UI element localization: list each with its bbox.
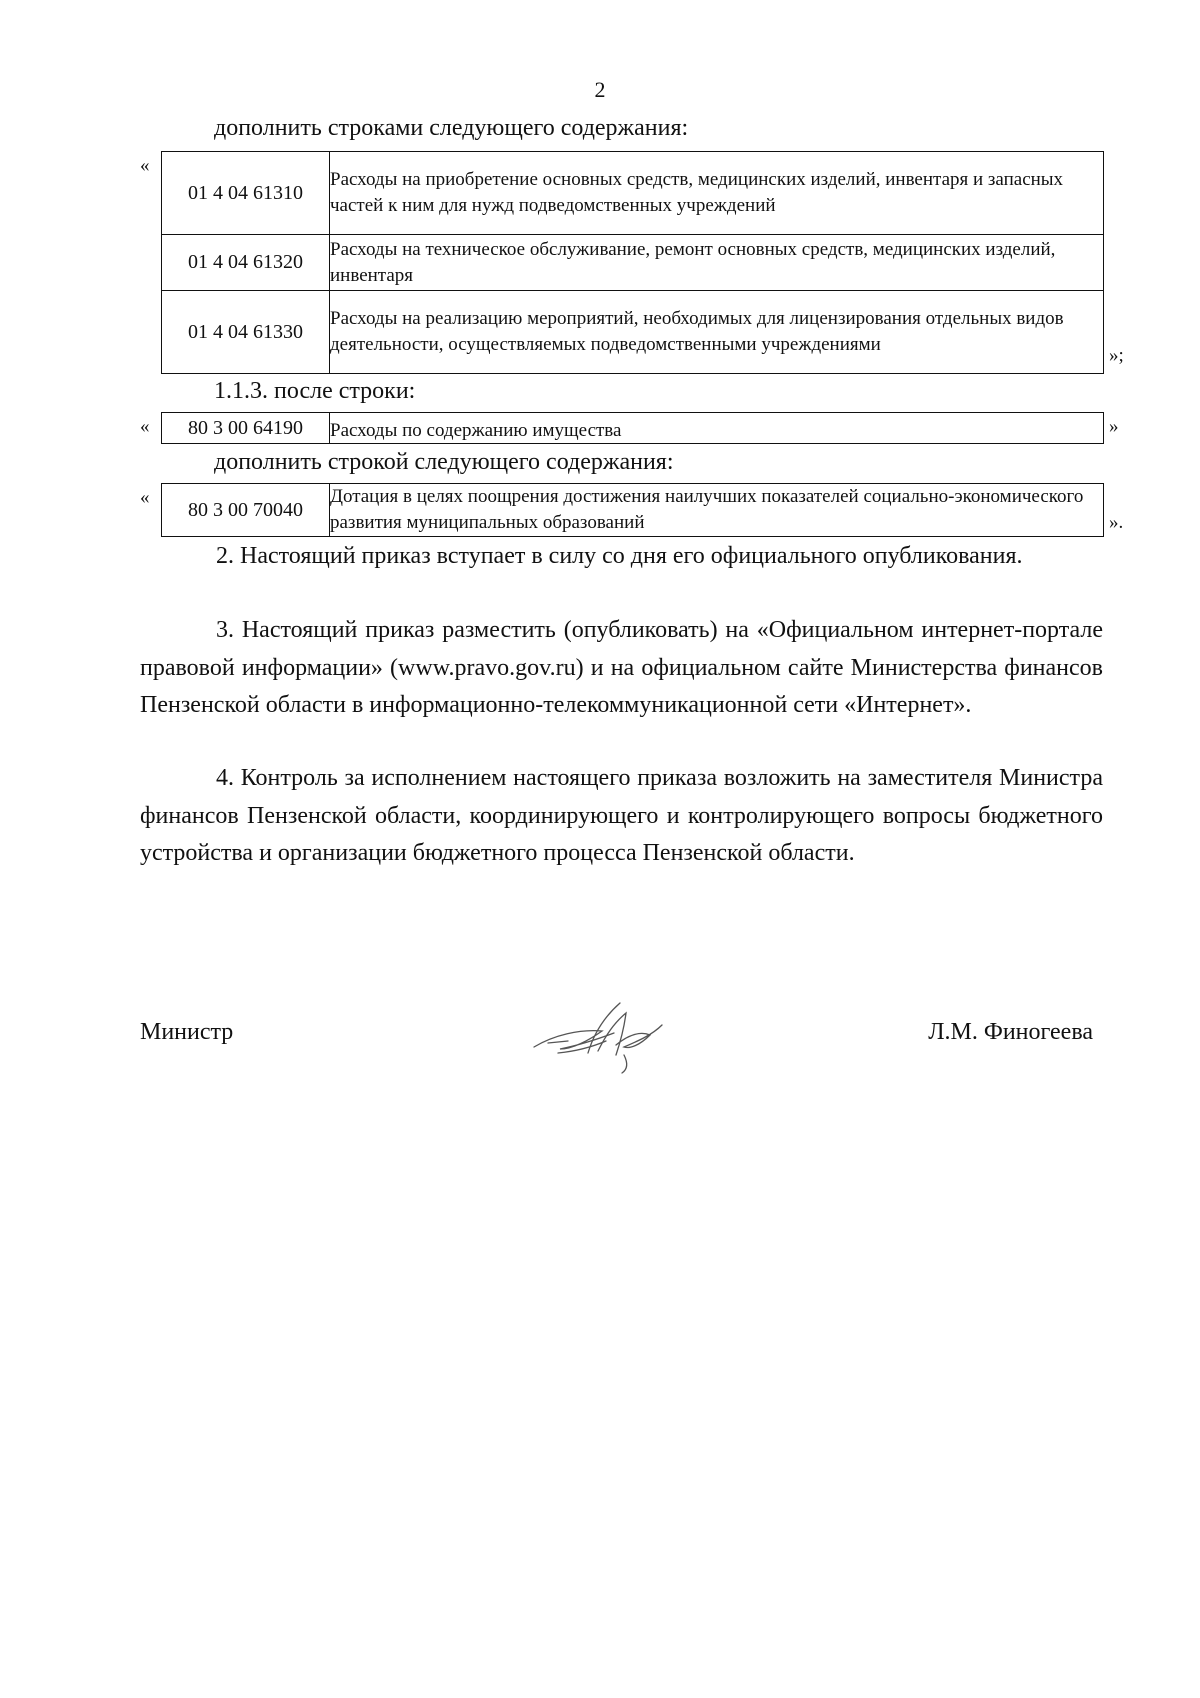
intro-add-rows: дополнить строками следующего содержания:: [214, 115, 689, 141]
table-row: [162, 413, 1104, 444]
handwritten-signature: [528, 995, 678, 1075]
clause-1-1-3: 1.1.3. после строки:: [214, 378, 416, 404]
signer-name: Л.М. Финогеева: [928, 1019, 1093, 1045]
codes-table-3: [161, 483, 1104, 537]
codes-table-1: [161, 151, 1104, 374]
table-row: [162, 484, 1104, 537]
table-row: [162, 291, 1104, 374]
table-row: [162, 235, 1104, 291]
expense-description-cell: Расходы на техническое обслуживание, ремонт основных средств, медицинских изделий, инвентаря: [330, 235, 1104, 291]
budget-code-cell: 80 3 00 70040: [162, 484, 330, 537]
paragraph-2-entry-into-force: 2. Настоящий приказ вступает в силу со дня его официального опубликования.: [216, 543, 1023, 569]
page-number: 2: [594, 77, 606, 102]
budget-code-cell: 01 4 04 61330: [162, 291, 330, 374]
table2-open-quote: «: [140, 416, 150, 437]
budget-code-cell: 80 3 00 64190: [162, 413, 330, 444]
paragraph-4-control: 4. Контроль за исполнением настоящего приказа возложить на заместителя Министра финансов Пензенской области, координирующего и контролирующего вопросы бюджетного устройства и организации бюджетного процесса Пензенской области.: [140, 765, 1103, 866]
table1-close-quote: »;: [1109, 345, 1124, 366]
table2-close-quote: »: [1109, 416, 1119, 437]
table3-open-quote: «: [140, 487, 150, 508]
budget-code-cell: 01 4 04 61320: [162, 235, 330, 291]
budget-code-cell: 01 4 04 61310: [162, 152, 330, 235]
expense-description-cell: Расходы на приобретение основных средств, медицинских изделий, инвентаря и запасных частей к ним для нужд подведомственных учреждений: [330, 152, 1104, 235]
expense-description-cell: Расходы по содержанию имущества: [330, 413, 1104, 444]
signer-position: Министр: [140, 1019, 234, 1045]
intro-add-row: дополнить строкой следующего содержания:: [214, 449, 674, 475]
codes-table-2: [161, 412, 1104, 444]
table-row: [162, 152, 1104, 235]
table3-close-quote: ».: [1109, 512, 1124, 533]
paragraph-3-publication: 3. Настоящий приказ разместить (опубликовать) на «Официальном интернет-портале правовой информации» (www.pravo.gov.ru) и на официальном сайте Министерства финансов Пензенской области в информационно-телекоммуникационной сети «Интернет».: [140, 617, 1103, 718]
expense-description-cell: Расходы на реализацию мероприятий, необходимых для лицензирования отдельных видов деятельности, осуществляемых подведомственными учреждениями: [330, 291, 1104, 374]
expense-description-cell: Дотация в целях поощрения достижения наилучших показателей социально-экономического развития муниципальных образований: [330, 484, 1104, 537]
table1-open-quote: «: [140, 155, 150, 176]
